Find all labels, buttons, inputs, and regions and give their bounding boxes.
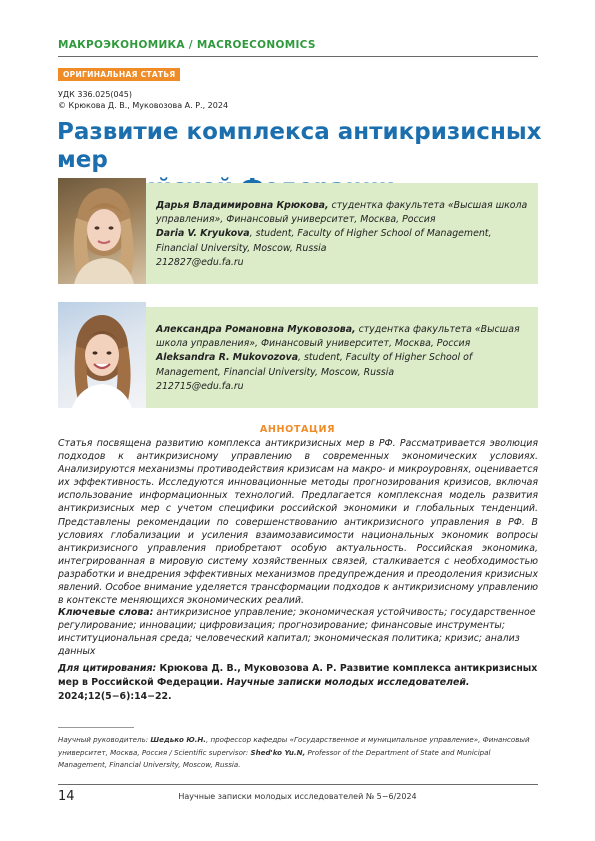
supervisor-label-ru: Научный руководитель:	[58, 735, 151, 744]
journal-issue: Научные записки молодых исследователей № 5−6/2024	[178, 792, 417, 801]
section-header: МАКРОЭКОНОМИКА / MACROECONOMICS	[58, 39, 316, 51]
author-affiliation-en: , student, Faculty of Higher School of Management, Financial University, Moscow, Russia	[156, 352, 473, 378]
portrait-illustration	[58, 302, 146, 408]
udk-code: УДК 336.025(045)	[58, 90, 132, 99]
author-name-en: Daria V. Kryukova	[156, 228, 250, 240]
author-photo-kryukova	[58, 178, 146, 284]
keywords-label: Ключевые слова:	[58, 607, 154, 618]
author-info-kryukova	[156, 199, 531, 270]
supervisor-name-ru: Шедько Ю.Н.	[150, 735, 207, 744]
citation-label: Для цитирования:	[58, 663, 157, 674]
copyright-line: © Крюкова Д. В., Муковозова А. Р., 2024	[58, 101, 229, 110]
abstract-text: Статья посвящена развитию комплекса антикризисных мер в РФ. Рассматривается эволюция подходов к антикризисному управлению в современных экономических условиях. Анализируются механизмы противодействия кризисам на макро- и микроуровнях, оценивается их эффективность. Исследуются инновационные методы прогнозирования кризисов, включая использование информационных технологий. Предлагается комплексная модель развития антикризисных мер с учетом специфики российской экономики и глобальных тенденций. Представлены рекомендации по совершенствованию антикризисного управления в РФ. В условиях глобализации и усиления взаимозависимости национальных экономик вопросы антикризисного управления приобретают особую актуальность. Российская экономика, интегрированная в мировую систему хозяйственных связей, сталкивается с необходимостью разработки и внедрения эффективных механизмов предупреждения и преодоления кризисных явлений. Особое внимание уделяется трансформации подходов к антикризисному управлению в контексте меняющихся экономических реалий.	[58, 438, 538, 607]
supervisor-text-en: Professor of the Department of State and Municipal Management, Financial University, Moscow, Russia.	[58, 747, 491, 769]
top-divider	[58, 56, 538, 57]
supervisor-name-en: Shed'ko Yu.N,	[250, 747, 306, 757]
footnote	[58, 734, 540, 772]
author-affiliation-ru: студентка факультета «Высшая школа управления», Финансовый университет, Москва, Россия	[156, 324, 520, 350]
title-line-1: Развитие комплекса антикризисных мер	[57, 119, 542, 173]
author-affiliation-ru: студентка факультета «Высшая школа управления», Финансовый университет, Москва, Россия	[156, 200, 528, 226]
citation-details: 2024;12(5−6):14−22.	[58, 691, 172, 702]
article-meta	[58, 89, 228, 111]
author-card-kryukova	[146, 183, 538, 284]
citation-reference: Крюкова Д. В., Муковозова А. Р. Развитие комплекса антикризисных мер в Российской Федерации.	[58, 663, 538, 688]
article-type-badge: ОРИГИНАЛЬНАЯ СТАТЬЯ	[58, 68, 180, 81]
portrait-illustration	[58, 178, 146, 284]
keywords-list: антикризисное управление; экономическая устойчивость; государственное регулирование; инновации; цифровизация; прогнозирование; финансовые инструменты; институциональная среда; человеческий капитал; экономическая политика; кризис; анализ данных	[58, 607, 536, 658]
author-affiliation-en: , student, Faculty of Higher School of Management, Financial University, Moscow, Russia	[156, 228, 492, 254]
footnote-divider	[58, 727, 134, 728]
abstract-heading: АННОТАЦИЯ	[259, 424, 336, 435]
author-card-mukovozova	[146, 307, 538, 408]
page-number: 14	[58, 789, 75, 804]
author-name-ru: Дарья Владимировна Крюкова,	[156, 200, 329, 211]
author-name-en: Aleksandra R. Mukovozova	[156, 352, 299, 364]
keywords	[58, 606, 538, 658]
citation	[58, 662, 538, 704]
author-name-ru: Александра Романовна Муковозова,	[156, 324, 356, 335]
author-email[interactable]: 212715@edu.fa.ru	[156, 380, 244, 392]
author-email[interactable]: 212827@edu.fa.ru	[156, 256, 244, 268]
author-info-mukovozova	[156, 323, 531, 394]
citation-journal: Научные записки молодых исследователей.	[226, 677, 470, 688]
supervisor-text-ru: , профессор кафедры «Государственное и муниципальное управление», Финансовый университет, Москва, Россия / Scientific supervisor:	[58, 735, 530, 757]
author-photo-mukovozova	[58, 302, 146, 408]
bottom-divider	[58, 784, 538, 785]
